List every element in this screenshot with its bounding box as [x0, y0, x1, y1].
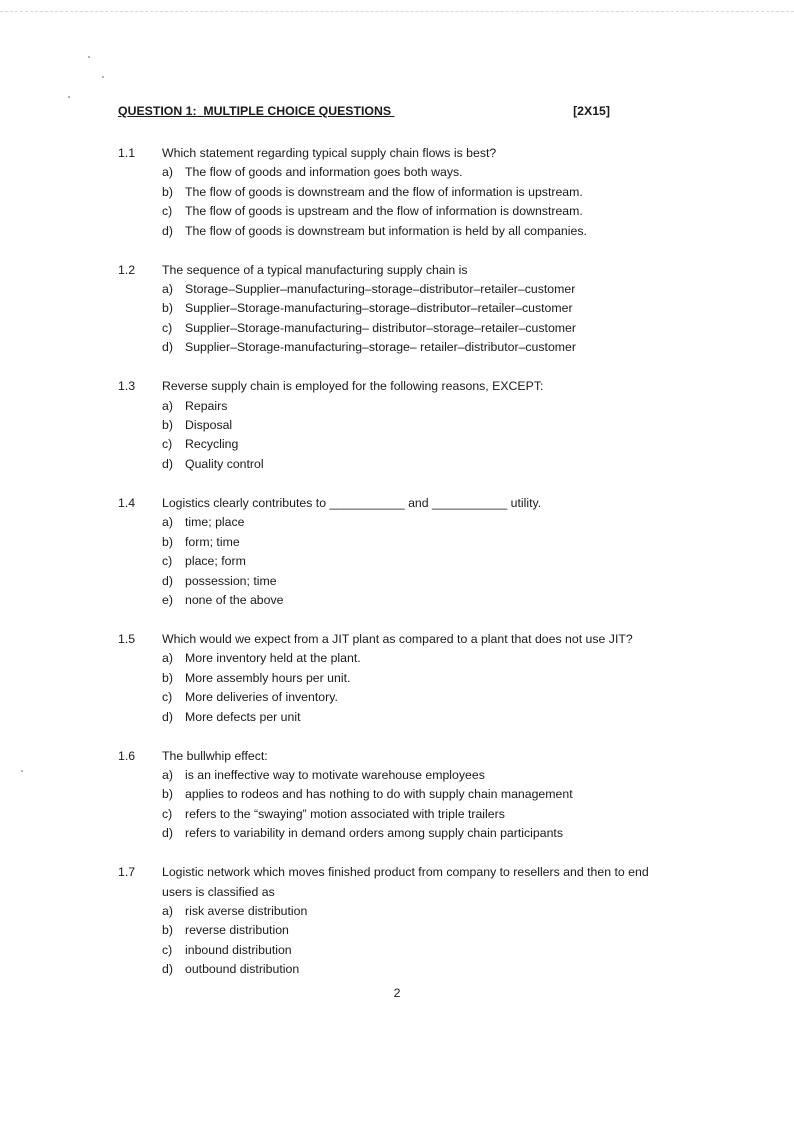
option-letter: e): [162, 592, 173, 607]
question-body: [162, 144, 678, 241]
option-text: inbound distribution: [185, 942, 292, 957]
answer-option: [162, 669, 678, 688]
option-letter: b): [162, 418, 173, 433]
answer-option: [162, 766, 678, 785]
scan-speck: [68, 96, 70, 98]
question-number: 1.6: [118, 748, 136, 763]
scan-border-line: [0, 11, 794, 12]
answer-option: [162, 163, 678, 182]
scan-speck: [21, 770, 23, 772]
option-text: Storage–Supplier–manufacturing–storage–distributor–retailer–customer: [185, 282, 576, 297]
answer-option: [162, 805, 678, 824]
option-text: form; time: [185, 534, 240, 549]
answer-option: [162, 941, 678, 960]
answer-option: [162, 921, 678, 940]
option-text: Repairs: [185, 398, 228, 413]
option-letter: a): [162, 903, 173, 918]
option-text: Disposal: [185, 418, 233, 433]
answer-option: [162, 202, 678, 221]
answer-option: [162, 649, 678, 668]
answer-option: [162, 572, 678, 591]
answer-option: [162, 435, 678, 454]
option-text: The flow of goods is downstream but information is held by all companies.: [185, 223, 587, 238]
option-letter: c): [162, 806, 173, 821]
answer-option: [162, 533, 678, 552]
question-number: 1.7: [118, 865, 136, 880]
option-text: place; form: [185, 554, 246, 569]
question-stem: Which statement regarding typical supply chain flows is best?: [162, 146, 497, 160]
section-title: QUESTION 1: MULTIPLE CHOICE QUESTIONS: [118, 104, 395, 118]
option-letter: b): [162, 670, 173, 685]
option-letter: c): [162, 320, 173, 335]
option-letter: b): [162, 534, 173, 549]
scan-speck: [88, 56, 90, 58]
option-letter: a): [162, 767, 173, 782]
option-text: is an ineffective way to motivate warehouse employees: [185, 767, 485, 782]
question-stem: Reverse supply chain is employed for the following reasons, EXCEPT:: [162, 379, 544, 394]
option-letter: c): [162, 942, 173, 957]
option-text: More assembly hours per unit.: [185, 670, 351, 685]
option-text: none of the above: [185, 592, 284, 607]
answer-option: [162, 455, 678, 474]
option-text: Supplier–Storage-manufacturing–storage– retailer–distributor–customer: [185, 340, 576, 355]
option-letter: d): [162, 223, 173, 238]
question-item: [118, 630, 678, 727]
question-body: [162, 747, 678, 844]
question-body: [162, 630, 678, 727]
option-text: reverse distribution: [185, 923, 289, 938]
question-stem: The bullwhip effect:: [162, 748, 268, 763]
option-text: outbound distribution: [185, 962, 300, 977]
option-letter: d): [162, 709, 173, 724]
answer-option: [162, 222, 678, 241]
option-text: Recycling: [185, 437, 239, 452]
option-letter: d): [162, 826, 173, 841]
option-letter: a): [162, 282, 173, 297]
option-letter: c): [162, 690, 173, 705]
option-letter: d): [162, 573, 173, 588]
answer-option: [162, 785, 678, 804]
question-stem: Which would we expect from a JIT plant as compared to a plant that does not use JIT?: [162, 631, 633, 646]
option-text: The flow of goods and information goes both ways.: [185, 165, 463, 180]
option-text: Quality control: [185, 456, 264, 471]
answer-option: [162, 902, 678, 921]
option-text: refers to the “swaying” motion associated with triple trailers: [185, 806, 505, 821]
question-item: [118, 144, 678, 241]
question-item: [118, 863, 678, 979]
question-body: [162, 261, 678, 358]
answer-option: [162, 338, 678, 357]
option-letter: a): [162, 165, 173, 180]
answer-option: [162, 319, 678, 338]
option-text: time; place: [185, 515, 245, 530]
option-text: Supplier–Storage-manufacturing– distributor–storage–retailer–customer: [185, 320, 576, 335]
option-letter: a): [162, 651, 173, 666]
answer-option: [162, 591, 678, 610]
question-number: 1.2: [118, 262, 136, 277]
option-letter: a): [162, 515, 173, 530]
option-letter: d): [162, 962, 173, 977]
question-body: [162, 377, 678, 474]
option-text: applies to rodeos and has nothing to do with supply chain management: [185, 787, 573, 802]
option-letter: b): [162, 787, 173, 802]
option-letter: c): [162, 204, 173, 219]
answer-option: [162, 397, 678, 416]
answer-option: [162, 960, 678, 979]
answer-option: [162, 416, 678, 435]
option-letter: d): [162, 456, 173, 471]
answer-option: [162, 708, 678, 727]
answer-option: [162, 183, 678, 202]
scan-speck: [102, 76, 104, 78]
question-section-header: [118, 104, 610, 122]
option-text: risk averse distribution: [185, 903, 308, 918]
answer-option: [162, 552, 678, 571]
question-item: [118, 747, 678, 844]
option-text: More inventory held at the plant.: [185, 651, 361, 666]
question-list: [118, 144, 678, 999]
option-text: Supplier–Storage-manufacturing–storage–distributor–retailer–customer: [185, 301, 573, 316]
answer-option: [162, 513, 678, 532]
option-letter: a): [162, 398, 173, 413]
answer-option: [162, 688, 678, 707]
question-item: [118, 377, 678, 474]
option-letter: c): [162, 554, 173, 569]
question-stem: Logistic network which moves finished product from company to resellers and then to end users is classified as: [162, 865, 653, 899]
question-number: 1.1: [118, 146, 136, 160]
option-letter: b): [162, 923, 173, 938]
option-text: More defects per unit: [185, 709, 301, 724]
question-number: 1.5: [118, 631, 136, 646]
question-body: [162, 494, 678, 610]
option-text: refers to variability in demand orders among supply chain participants: [185, 826, 563, 841]
question-stem: The sequence of a typical manufacturing supply chain is: [162, 262, 468, 277]
answer-option: [162, 824, 678, 843]
section-marks: [2X15]: [573, 104, 610, 118]
question-item: [118, 494, 678, 610]
option-text: The flow of goods is downstream and the flow of information is upstream.: [185, 184, 583, 199]
option-letter: d): [162, 340, 173, 355]
answer-option: [162, 299, 678, 318]
answer-option: [162, 280, 678, 299]
option-letter: b): [162, 184, 173, 199]
question-stem: Logistics clearly contributes to ___________ and ___________ utility.: [162, 495, 542, 510]
option-text: More deliveries of inventory.: [185, 690, 338, 705]
question-number: 1.4: [118, 495, 136, 510]
option-letter: c): [162, 437, 173, 452]
question-number: 1.3: [118, 379, 136, 394]
option-text: possession; time: [185, 573, 277, 588]
option-letter: b): [162, 301, 173, 316]
option-text: The flow of goods is upstream and the flow of information is downstream.: [185, 204, 583, 219]
question-item: [118, 261, 678, 358]
question-body: [162, 863, 678, 979]
page-number: 2: [393, 986, 401, 1000]
